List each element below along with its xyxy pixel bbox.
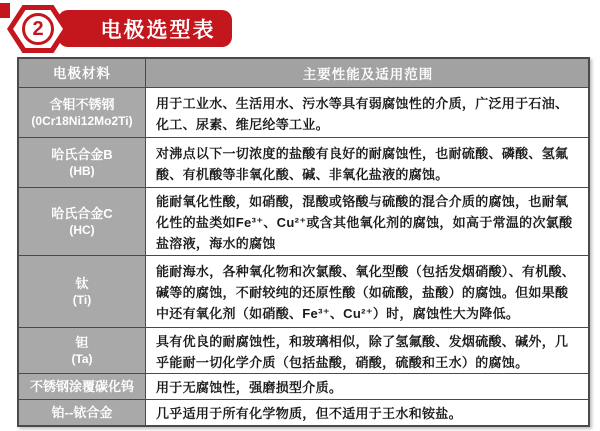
material-code: (Ta) (71, 351, 93, 366)
badge-number: 2 (32, 17, 44, 40)
material-name: 含钼不锈钢 (49, 96, 115, 112)
material-cell (19, 374, 146, 399)
table-header-row (19, 59, 588, 87)
table-row (19, 373, 588, 399)
material-cell (19, 328, 146, 373)
material-cell (19, 138, 146, 187)
description-cell (146, 400, 588, 425)
header-material: 电极材料 (19, 59, 146, 87)
section-title-banner (58, 10, 232, 47)
material-name: 哈氏合金C (51, 205, 113, 221)
description-cell (146, 374, 588, 399)
description-text: 能耐氧化性酸，如硝酸，混酸或铬酸与硫酸的混合介质的腐蚀，也耐氧化性的盐类如Fe³⁺、Cu²⁺或含其他氧化剂的腐蚀，如高于常温的次氯酸盐溶液，海水的腐蚀 (156, 194, 573, 251)
material-name: 钽 (75, 334, 89, 350)
material-cell (19, 88, 146, 137)
table-row (19, 255, 588, 327)
section-title: 电极选型表 (100, 18, 216, 42)
material-cell (19, 400, 146, 425)
description-cell (146, 188, 588, 255)
description-cell (146, 328, 588, 373)
material-code: (Ti) (72, 292, 92, 307)
description-text: 能耐海水，各种氧化物和次氯酸、氧化型酸（包括发烟硝酸）、有机酸、碱等的腐蚀，不耐较纯的还原性酸（如硫酸，盐酸）的腐蚀。但如果酸中还有氧化剂（如硝酸、Fe³⁺、Cu²⁺）时，腐蚀性大为降低。 (156, 264, 576, 321)
electrode-selection-table (17, 57, 590, 427)
header-description: 主要性能及适用范围 (146, 59, 588, 87)
badge-circle (22, 13, 54, 45)
description-text: 几乎适用于所有化学物质，但不适用于王水和铵盐。 (156, 406, 462, 421)
material-code: (HC) (69, 222, 95, 237)
number-badge (7, 5, 69, 53)
material-name: 哈氏合金B (51, 146, 113, 162)
description-cell (146, 138, 588, 187)
table-row (19, 137, 588, 187)
table-row (19, 87, 588, 137)
material-cell (19, 256, 146, 327)
material-code: (HB) (69, 163, 95, 178)
description-cell (146, 88, 588, 137)
material-name: 铂--铱合金 (51, 405, 113, 420)
description-text: 用于无腐蚀性，强磨损型介质。 (156, 380, 343, 395)
material-name: 钛 (75, 275, 89, 291)
table-row (19, 327, 588, 373)
description-text: 用于工业水、生活用水、污水等具有弱腐蚀性的介质，广泛用于石油、化工、尿素、维尼纶等工业。 (156, 95, 569, 132)
description-cell (146, 256, 588, 327)
material-cell (19, 188, 146, 255)
material-code: (0Cr18Ni12Mo2Ti) (31, 113, 133, 128)
description-text: 具有优良的耐腐蚀性，和玻璃相似，除了氢氟酸、发烟硫酸、碱外，几乎能耐一切化学介质（包括盐酸，硝酸，硫酸和王水）的腐蚀。 (156, 333, 569, 370)
table-row (19, 399, 588, 425)
material-name: 不锈钢涂覆碳化钨 (29, 379, 134, 394)
table-row (19, 187, 588, 255)
description-text: 对沸点以下一切浓度的盐酸有良好的耐腐蚀性，也耐硫酸、磷酸、氢氟酸、有机酸等非氧化酸、碱、非氧化盐液的腐蚀。 (156, 145, 569, 182)
